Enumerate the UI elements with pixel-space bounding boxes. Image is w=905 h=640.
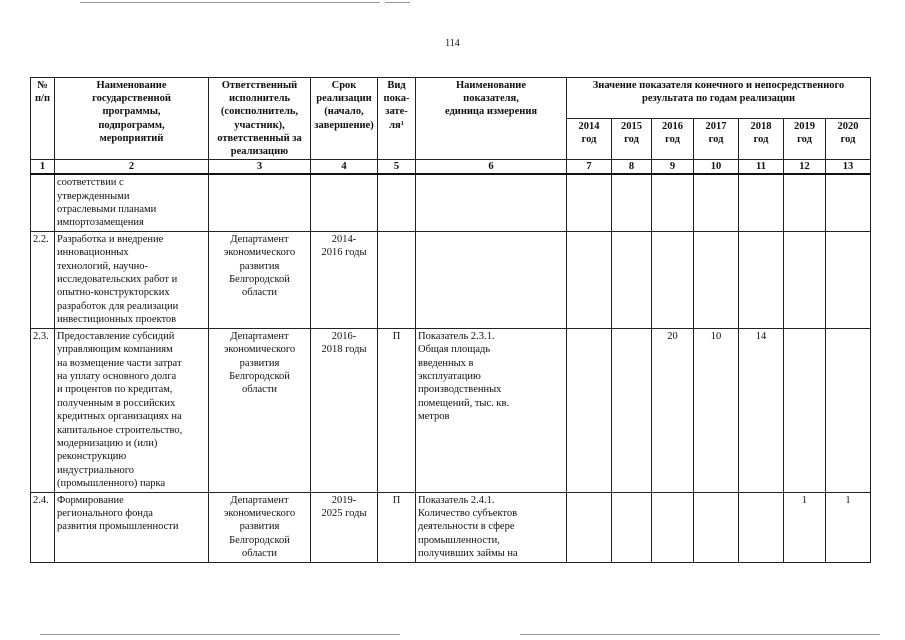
value-2016 xyxy=(652,231,694,328)
value-2018 xyxy=(739,492,784,562)
value-2017 xyxy=(694,492,739,562)
column-number: 9 xyxy=(652,160,694,175)
header-name: Наименование государственной программы, подпрограмм, мероприятий xyxy=(55,78,209,160)
header-year-2015: 2015 год xyxy=(612,119,652,160)
row-indicator: Показатель 2.3.1. Общая площадь введенных в эксплуатацию производственных помещений, тыс. кв. метров xyxy=(416,328,567,492)
column-number: 12 xyxy=(784,160,826,175)
row-kind: П xyxy=(378,492,416,562)
header-year-2017: 2017 год xyxy=(694,119,739,160)
row-executor: Департамент экономического развития Белгородской области xyxy=(209,492,311,562)
value-2019 xyxy=(784,174,826,231)
row-name: Разработка и внедрение инновационных технологий, научно- исследовательских работ и опытно-конструкторских разработок для реализации инвестиционных проектов xyxy=(55,231,209,328)
value-2020 xyxy=(826,328,871,492)
value-2016 xyxy=(652,174,694,231)
column-number: 10 xyxy=(694,160,739,175)
value-2019 xyxy=(784,328,826,492)
header-kind: Вид пока- зате- ля¹ xyxy=(378,78,416,160)
column-number: 3 xyxy=(209,160,311,175)
column-number: 2 xyxy=(55,160,209,175)
row-name: Предоставление субсидий управляющим компаниям на возмещение части затрат на уплату основного долга и процентов по кредитам, полученным в российских кредитных организациях на капитальное строительство, модернизацию и (или) реконструкцию индустриального (промышленного) парка xyxy=(55,328,209,492)
scan-artifact xyxy=(520,634,880,635)
value-2019 xyxy=(784,231,826,328)
row-executor: Департамент экономического развития Белгородской области xyxy=(209,328,311,492)
scan-artifact xyxy=(385,2,410,3)
column-number: 1 xyxy=(31,160,55,175)
value-2016: 20 xyxy=(652,328,694,492)
row-num xyxy=(31,174,55,231)
value-2020 xyxy=(826,174,871,231)
value-2020: 1 xyxy=(826,492,871,562)
header-indicator: Наименование показателя, единица измерения xyxy=(416,78,567,160)
row-name: Формирование регионального фонда развития промышленности xyxy=(55,492,209,562)
value-2015 xyxy=(612,231,652,328)
value-2019: 1 xyxy=(784,492,826,562)
value-2014 xyxy=(567,174,612,231)
value-2018 xyxy=(739,231,784,328)
column-number-row xyxy=(31,160,871,175)
row-kind: П xyxy=(378,328,416,492)
header-year-2014: 2014 год xyxy=(567,119,612,160)
header-year-2020: 2020 год xyxy=(826,119,871,160)
value-2017 xyxy=(694,231,739,328)
value-2016 xyxy=(652,492,694,562)
row-indicator xyxy=(416,231,567,328)
row-executor: Департамент экономического развития Белгородской области xyxy=(209,231,311,328)
scan-artifact xyxy=(40,634,400,635)
row-indicator xyxy=(416,174,567,231)
value-2014 xyxy=(567,492,612,562)
value-2017 xyxy=(694,174,739,231)
header-year-2018: 2018 год xyxy=(739,119,784,160)
column-number: 4 xyxy=(311,160,378,175)
row-num: 2.4. xyxy=(31,492,55,562)
header-year-2016: 2016 год xyxy=(652,119,694,160)
row-name: соответствии с утвержденными отраслевыми планами импортозамещения xyxy=(55,174,209,231)
value-2015 xyxy=(612,328,652,492)
row-term: 2016- 2018 годы xyxy=(311,328,378,492)
value-2014 xyxy=(567,231,612,328)
row-num: 2.2. xyxy=(31,231,55,328)
header-num: № п/п xyxy=(31,78,55,160)
column-number: 8 xyxy=(612,160,652,175)
row-indicator: Показатель 2.4.1. Количество субъектов деятельности в сфере промышленности, получивших займы на xyxy=(416,492,567,562)
table-row xyxy=(31,492,871,562)
row-executor xyxy=(209,174,311,231)
value-2017: 10 xyxy=(694,328,739,492)
header-year-2019: 2019 год xyxy=(784,119,826,160)
row-term: 2014- 2016 годы xyxy=(311,231,378,328)
value-2015 xyxy=(612,174,652,231)
value-2014 xyxy=(567,328,612,492)
value-2020 xyxy=(826,231,871,328)
column-number: 11 xyxy=(739,160,784,175)
header-values-group: Значение показателя конечного и непосредственного результата по годам реализации xyxy=(567,78,871,119)
indicators-table xyxy=(30,77,871,563)
column-number: 7 xyxy=(567,160,612,175)
row-term: 2019- 2025 годы xyxy=(311,492,378,562)
row-kind xyxy=(378,174,416,231)
table-row xyxy=(31,328,871,492)
page-number: 114 xyxy=(445,38,460,49)
table-row xyxy=(31,174,871,231)
value-2018 xyxy=(739,174,784,231)
scan-artifact xyxy=(80,2,380,3)
header-executor: Ответственный исполнитель (соисполнитель, участник), ответственный за реализацию xyxy=(209,78,311,160)
row-term xyxy=(311,174,378,231)
column-number: 5 xyxy=(378,160,416,175)
row-kind xyxy=(378,231,416,328)
column-number: 13 xyxy=(826,160,871,175)
table-row xyxy=(31,231,871,328)
value-2015 xyxy=(612,492,652,562)
row-num: 2.3. xyxy=(31,328,55,492)
value-2018: 14 xyxy=(739,328,784,492)
column-number: 6 xyxy=(416,160,567,175)
header-term: Срок реализации (начало, завершение) xyxy=(311,78,378,160)
